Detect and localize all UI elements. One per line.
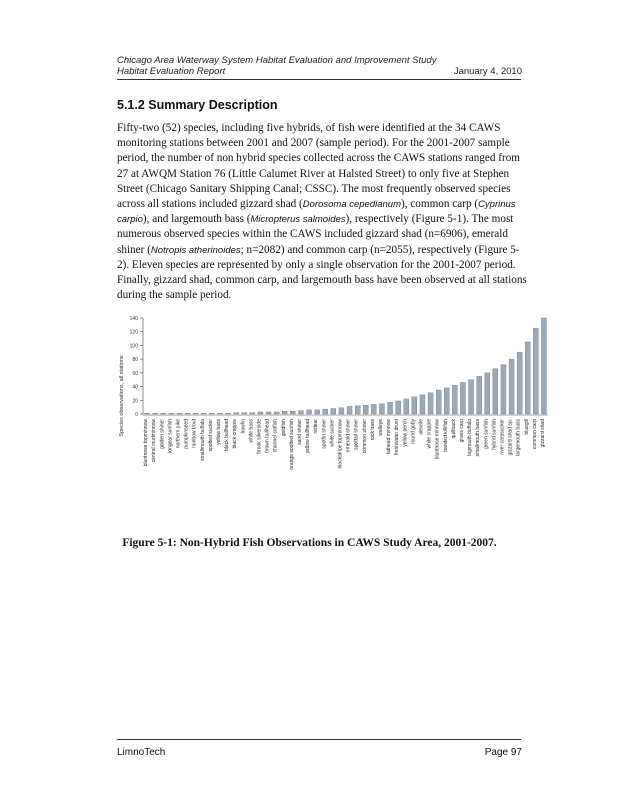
x-tick-label: yellow bass bbox=[215, 419, 222, 445]
bar bbox=[420, 395, 425, 414]
species-name: Dorosoma cepedianum bbox=[302, 199, 402, 211]
x-tick-label: smallmouth buffalo bbox=[199, 419, 206, 461]
x-tick-label: fathead minnow bbox=[386, 419, 393, 455]
x-tick-label: golden shiner bbox=[159, 419, 166, 450]
x-tick-label: alewife bbox=[418, 419, 425, 435]
bar bbox=[501, 365, 506, 414]
section-title: 5.1.2 Summary Description bbox=[117, 98, 278, 112]
summary-paragraph: Fifty-two (52) species, including five hybrids, of fish were identified at the 34 CAWS monitoring stations between 2001 and 2007 (sample period). For the 2001-2007 sample period, the number of non hybrid species collected across the CAWS stations ranged from 27 at AWQM Station 76 (Little Calumet River at Halsted Street) to only five at Stephen Street (Chicago Sanitary Shipping Canal; CSSC). The most frequently observed species across all stations included gizzard shad (Dorosoma cepedianum), common carp (Cyprinus carpio), and largemouth bass (Micropterus salmoides), respectively (Figure 5-1). The most numerous observed species within the CAWS included gizzard shad (n=6906), emerald shiner (Notropis atherinoides; n=2082) and common carp (n=2055), respectively (Figure 5-2). Eleven species are represented by only a single observation for the 2001-2007 period. Finally, gizzard shad, common carp, and largemouth bass have been observed at all stations during the sample period. bbox=[117, 122, 527, 302]
x-tick-label: northern pike bbox=[175, 419, 182, 449]
x-tick-label: bowfin bbox=[240, 419, 247, 434]
x-tick-label: rock bass bbox=[369, 419, 376, 441]
x-tick-label: brown bullhead bbox=[264, 419, 271, 453]
y-tick-label: 100 bbox=[129, 343, 138, 350]
x-tick-label: sand shiner bbox=[296, 419, 303, 445]
x-tick-label: gizzard shad sp. bbox=[507, 419, 514, 456]
bar bbox=[517, 352, 522, 414]
bar bbox=[412, 397, 417, 414]
bar bbox=[258, 412, 263, 414]
bar bbox=[452, 385, 457, 414]
x-tick-label: longear sunfish bbox=[167, 419, 174, 453]
species-name: Cyprinus carpio bbox=[117, 199, 516, 226]
x-tick-label: smallmouth bass bbox=[475, 419, 482, 457]
x-tick-label: round goby bbox=[410, 419, 417, 445]
y-axis-title: Species observations, all stations bbox=[119, 355, 125, 437]
chart-y-axis-title bbox=[119, 355, 125, 437]
x-tick-label: hybrid sunfish bbox=[491, 418, 498, 450]
bar bbox=[242, 413, 247, 414]
bar bbox=[298, 411, 303, 414]
x-tick-label: spotfin shiner bbox=[321, 419, 328, 449]
x-tick-label: redear bbox=[313, 419, 320, 434]
x-tick-label: bluntnose minnow bbox=[434, 419, 441, 460]
x-tick-label: green sunfish bbox=[483, 419, 490, 450]
bar bbox=[388, 402, 393, 414]
x-tick-label: banded killifish bbox=[442, 419, 449, 452]
header-report-title: Habitat Evaluation Report bbox=[117, 66, 226, 77]
bar bbox=[274, 412, 279, 414]
y-tick-label: 60 bbox=[132, 370, 138, 377]
bar bbox=[469, 380, 474, 414]
bar bbox=[477, 376, 482, 414]
chart-x-labels bbox=[143, 418, 546, 469]
bar bbox=[307, 410, 312, 414]
bar bbox=[250, 413, 255, 414]
bar bbox=[315, 410, 320, 414]
y-tick-label: 0 bbox=[135, 412, 138, 418]
bar bbox=[444, 388, 449, 414]
footer-rule bbox=[117, 739, 521, 740]
species-name: Micropterus salmoides bbox=[250, 214, 346, 226]
x-tick-label: black bullhead bbox=[224, 419, 231, 451]
y-tick-label: 20 bbox=[132, 398, 138, 405]
x-tick-label: rainbow trout bbox=[191, 419, 198, 448]
x-tick-label: pumpkinseed bbox=[183, 419, 190, 449]
bar bbox=[145, 413, 150, 414]
x-tick-label: blackstripe topminnow bbox=[337, 419, 344, 469]
bar bbox=[525, 342, 530, 414]
x-tick-label: largemouth bass bbox=[515, 419, 522, 456]
bar bbox=[323, 409, 328, 414]
bar bbox=[541, 318, 546, 414]
x-tick-label: quillback bbox=[450, 419, 457, 439]
x-tick-label: emerald shiner bbox=[345, 419, 352, 453]
x-tick-label: grass carp bbox=[458, 419, 465, 443]
bar bbox=[217, 413, 222, 414]
bar bbox=[177, 413, 182, 414]
x-tick-label: white bass bbox=[248, 419, 255, 443]
x-tick-label: gizzard shad bbox=[539, 419, 546, 448]
bar bbox=[209, 413, 214, 414]
x-tick-label: channel catfish bbox=[272, 419, 279, 453]
bar bbox=[436, 390, 441, 414]
x-tick-label: central mudminnow bbox=[151, 419, 158, 463]
x-tick-label: goldfish bbox=[280, 419, 287, 437]
bar bbox=[485, 373, 490, 414]
x-tick-label: common shiner bbox=[361, 419, 368, 454]
bar bbox=[282, 411, 287, 414]
x-tick-label: walleye bbox=[377, 419, 384, 436]
bar bbox=[363, 405, 368, 414]
footer-page-number: Page 97 bbox=[484, 747, 522, 758]
bar bbox=[533, 328, 538, 414]
bar bbox=[347, 406, 352, 414]
x-tick-label: brook silverside bbox=[256, 419, 263, 454]
species-name: Notropis atherinoides bbox=[150, 244, 241, 256]
bar bbox=[509, 359, 514, 414]
bar bbox=[226, 413, 231, 414]
figure-caption: Figure 5-1: Non-Hybrid Fish Observations in CAWS Study Area, 2001-2007. bbox=[122, 537, 497, 549]
bar bbox=[266, 412, 271, 414]
bar bbox=[493, 369, 498, 414]
header-date: January 4, 2010 bbox=[453, 66, 522, 77]
bar bbox=[379, 404, 384, 414]
x-tick-label: white crappie bbox=[426, 419, 433, 449]
x-tick-label: black crappie bbox=[232, 419, 239, 449]
x-tick-label: bigmouth buffalo bbox=[467, 419, 474, 456]
bar bbox=[404, 399, 409, 414]
bar bbox=[355, 406, 360, 414]
bar bbox=[234, 413, 239, 414]
bar bbox=[339, 408, 344, 414]
bar bbox=[460, 382, 465, 414]
x-tick-label: common carp bbox=[531, 419, 538, 450]
x-tick-label: yellow perch bbox=[402, 419, 409, 447]
bar bbox=[396, 401, 401, 414]
x-tick-label: freshwater drum bbox=[394, 419, 401, 456]
x-tick-label: orange spotted sunfish bbox=[288, 419, 295, 470]
chart-bar-series bbox=[145, 318, 547, 414]
x-tick-label: bluegill bbox=[523, 419, 530, 435]
bar bbox=[371, 404, 376, 414]
y-tick-label: 80 bbox=[132, 357, 138, 364]
bar bbox=[201, 413, 206, 414]
bar bbox=[185, 413, 190, 414]
bar bbox=[290, 411, 295, 414]
x-tick-label: river carpsucker bbox=[499, 419, 506, 455]
y-tick-label: 40 bbox=[132, 384, 138, 391]
x-tick-label: yellow bullhead bbox=[305, 419, 312, 454]
y-tick-label: 120 bbox=[129, 329, 138, 336]
bar bbox=[169, 413, 174, 414]
bar bbox=[161, 413, 166, 414]
x-tick-label: bluntnose topminnow bbox=[143, 419, 150, 467]
header-study-title: Chicago Area Waterway System Habitat Evaluation and Improvement Study bbox=[117, 55, 437, 66]
x-tick-label: spottail shiner bbox=[353, 419, 360, 450]
bar bbox=[331, 409, 336, 414]
bar bbox=[193, 413, 198, 414]
y-tick-label: 140 bbox=[129, 316, 138, 322]
bar bbox=[153, 413, 158, 414]
footer-company: LimnoTech bbox=[117, 747, 166, 758]
x-tick-label: white sucker bbox=[329, 419, 336, 447]
bar bbox=[428, 393, 433, 414]
x-tick-label: spotted sucker bbox=[207, 419, 214, 452]
